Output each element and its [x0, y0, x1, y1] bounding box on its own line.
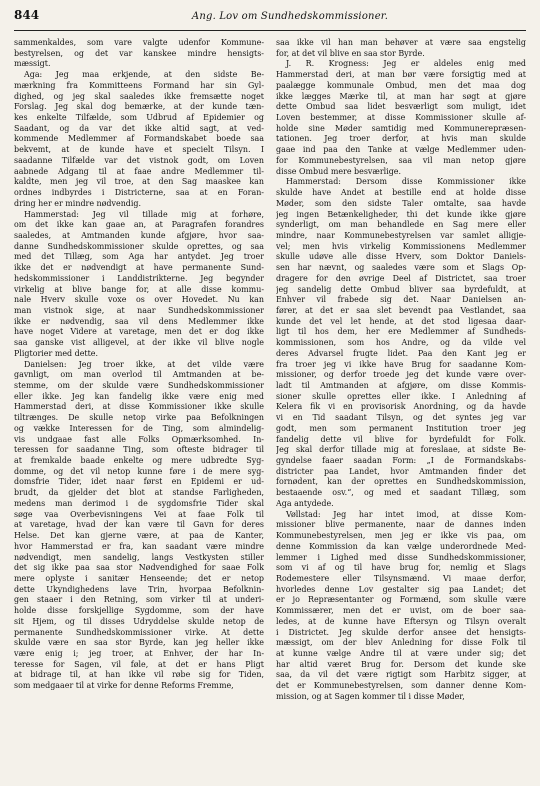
text-line: Saadant, og da var det ikke altid sagt, at ved- — [14, 123, 264, 133]
text-line: missioner blive permanente, naar de dannes inden — [276, 520, 526, 530]
text-line: domsfrie Tider, idet naar først en Epidemi er ud- — [14, 477, 264, 487]
text-line: permanente Sundhedskommissioner virke. At dette — [14, 627, 264, 637]
text-line: dragere for den øvrige Deel af Districtet, saa troer — [276, 273, 526, 283]
text-line: J. R. Krogness: Jeg er aldeles enig med — [286, 59, 526, 69]
text-columns — [14, 38, 526, 780]
page-header — [14, 8, 526, 31]
right-column — [276, 38, 526, 780]
text-line: nale Hverv skulle voxe os over Hovedet. Nu kan — [14, 295, 264, 305]
text-line: Jeg skal derfor tillade mig at foreslaae, at sidste Be- — [276, 445, 526, 455]
text-line: virkelig at blive bange for, at alle disse kommu- — [14, 284, 264, 294]
text-line: med det Tillæg, som Aga har antydet. Jeg troer — [14, 252, 264, 262]
text-line: disse Ombud mere besværlige. — [276, 166, 402, 176]
text-line: Kommunebestyrelsen, men jeg er ikke vis paa, om — [276, 531, 526, 541]
text-line: Forslag. Jeg skal dog bemærke, at der kunde tæn- — [14, 102, 264, 112]
text-line: have noget Videre at varetage, men det er dog ikke — [14, 327, 264, 337]
text-line: skulde være en saa stor Byrde, kan jeg heller ikke — [14, 638, 264, 648]
text-line: Hammerstad deri, at man bør være forsigtig med at — [276, 70, 526, 80]
text-line: ladt til Amtmanden at afgjøre, om disse Kommis- — [276, 381, 526, 390]
text-line: saa ganske vist alligevel, at der ikke vil blive nogle — [14, 338, 264, 348]
text-line: nødvendigt, men sandelig, langs Vestkysten stiller — [14, 552, 264, 562]
text-line: ikke det er nødvendigt at have permanente Sund- — [14, 263, 264, 273]
page-number: 844 — [14, 8, 40, 22]
text-line: i Districtet. Jeg skulde derfor ansee det hensigts- — [276, 627, 526, 637]
text-line: mæssigt, om der blev Anledning for disse Folk til — [276, 638, 526, 648]
text-line: det sig ikke paa saa stor Nødvendighed for saae Folk — [14, 563, 264, 573]
text-line: saaledes, at Amtmanden kunde afgjøre, hvor saa- — [14, 230, 264, 240]
text-line: domme, og det vil netop kunne føre i de mere syg- — [14, 466, 264, 476]
text-line: holde disse forskjellige Sygdomme, som der have — [14, 606, 264, 616]
text-line: Hammerstad deri, at disse Kommissioner ikke skulle — [14, 402, 264, 412]
text-line: Helse. Det kan gjerne være, at paa de Kanter, — [14, 531, 264, 541]
text-line: vis undgaae fast alle Folks Opmærksomhed. In- — [14, 434, 264, 444]
text-line: missioner, og derfor troede jeg det kunde være over- — [276, 370, 526, 380]
text-line: det er Kommunebestyrelsen, som danner denne Kom- — [276, 681, 526, 691]
text-line: fører, at det er saa slet bevendt paa Vestlandet, saa — [276, 305, 526, 315]
text-line: lemmer i Lighed med disse Sundhedskommissioner, — [276, 552, 526, 562]
text-line: Hammerstad: Dersom disse Kommissioner ikke — [286, 177, 526, 187]
text-line: ikke lægges Mærke til, at man har søgt at gjøre — [276, 91, 526, 101]
text-line: mæssigt. — [14, 59, 51, 69]
text-line: aabnede Adgang til at faae andre Medlemmer til- — [14, 166, 264, 176]
text-line: ikke er nødvendig, saa vil dens Medlemmer ikke — [14, 316, 264, 326]
text-line: deres Advarsel frugte lidet. Paa den Kant jeg er — [276, 348, 526, 358]
text-line: at fremkalde baade enkelte og mere udbredte Syg- — [14, 456, 264, 466]
text-line: fra troer jeg vi ikke have Brug for saadanne Kom- — [276, 359, 526, 369]
text-line: er jo Repræsentanter og Formænd, som skulle være — [276, 595, 526, 605]
text-line: jeg ingen Betænkeligheder, thi det kunde ikke gjøre — [276, 209, 526, 219]
text-line: holde sine Møder samtidig med Kommunerepræsen- — [276, 123, 526, 133]
text-line: Møder, som den sidste Taler omtalte, saa havde — [276, 198, 526, 208]
text-line: og vække Interessen for de Ting, som almindelig- — [14, 423, 264, 433]
text-line: bestyrelsen, og det var kanskee mindre hensigts- — [14, 48, 264, 58]
text-line: danne Sundhedskommissioner skulde oprettes, og saa — [14, 241, 264, 251]
text-line: bestaaende osv.“, og med et saadant Tillæg, som — [276, 488, 526, 498]
text-line: hvorledes denne Lov gestalter sig paa Landet; det — [276, 584, 526, 594]
text-line: skulde have Andet at bestille end at holde disse — [276, 188, 526, 198]
text-line: mission, og at Sagen kommer til i disse Møder, — [276, 691, 465, 701]
text-line: dette Ombud saa lidet besværligt som muligt, idet — [276, 102, 526, 112]
text-line: gen staaer i den Retning, som virker til at underi- — [14, 595, 264, 605]
text-line: Vøllstad: Jeg har intet imod, at disse Kom- — [286, 509, 526, 519]
text-line: Aga: Jeg maa erkjende, at den sidste Be- — [24, 70, 264, 80]
text-line: gyndelse faaer saadan Form: „I de Formandskabs- — [276, 456, 526, 466]
text-line: denne Kommission da kan vælge underordnede Med- — [276, 541, 526, 551]
text-line: at bidrage til, at han ikke vil røbe sig for Tiden, — [14, 670, 264, 680]
text-line: Aga antydede. — [276, 498, 334, 508]
text-line: mere oplyste i sanitær Henseende; det er netop — [14, 573, 264, 583]
text-line: tationen. Jeg troer derfor, at hvis man skulde — [276, 134, 526, 144]
text-line: som medgaaer til at virke for denne Reforms Fremme, — [14, 681, 234, 691]
text-line: Kommissærer, men det er uvist, om de boer saa- — [276, 606, 526, 616]
text-line: sammenkaldes, som vare valgte udenfor Kommune- — [14, 38, 264, 47]
text-line: mærkning fra Kommitteens Formand har sin Gyl- — [14, 80, 264, 90]
text-line: for, at det vil blive en saa stor Byrde. — [276, 48, 425, 58]
text-line: eller ikke. Jeg kan fandelig ikke være enig med — [14, 391, 264, 401]
text-line: dring her er mindre nødvendig. — [14, 198, 142, 208]
text-line: fornødent, kan der oprettes en Sundhedskommission, — [276, 477, 526, 487]
text-line: jeg sandelig dette Ombud bliver saa byrdefuldt, at — [276, 284, 526, 294]
text-line: godt, men som permanent Institution troer jeg — [276, 423, 526, 433]
text-line: ordnes indbyrdes i Districterne, saa at en Foran- — [14, 188, 264, 198]
text-line: sen har nævnt, og saaledes være som et Slags Op- — [276, 263, 526, 273]
text-line: ligt til hos dem, her ere Medlemmer af Sundheds- — [276, 327, 526, 337]
text-line: vel; men hvis virkelig Kommissionens Medlemmer — [276, 241, 526, 251]
text-line: for Kommunebestyrelsen, saa vil man netop gjøre — [276, 155, 526, 165]
text-line: som vi af og til have brug for, nemlig et Slags — [276, 563, 526, 573]
text-line: gavnligt, om man overlod til Amtmanden at be- — [14, 370, 264, 380]
text-line: dette Ukyndighedens lave Trin, hvorpaa Befolknin- — [14, 584, 264, 594]
text-line: hvor Hammerstad er fra, kan saadant være mindre — [14, 541, 264, 551]
text-line: bekvemt, at de kunde have et specielt Tilsyn. I — [14, 145, 264, 155]
text-line: vi en Tid saadant Tilsyn, og det syntes jeg var — [276, 413, 526, 423]
text-line: kunde det vel let hende, at det stod ligesaa daar- — [276, 316, 526, 326]
left-column — [14, 38, 264, 780]
text-line: hedskommissioner i Landdistrikterne. Jeg begynder — [14, 273, 264, 283]
text-line: stemme, om der skulde være Sundhedskommissioner — [14, 381, 264, 390]
text-line: fandelig dette vil blive for byrdefuldt for Folk. — [276, 434, 526, 444]
text-line: synderligt, om man behandlede en Sag mere eller — [276, 220, 526, 230]
text-line: Danielsen: Jeg troer ikke, at det vilde være — [24, 359, 264, 369]
text-line: teressen for saadanne Ting, som ofteste bidrager til — [14, 445, 264, 455]
text-line: skulle udøve alle disse Hverv, som Doktor Daniels- — [276, 252, 526, 262]
text-line: teresse for Sagen, vil føle, at det er hans Pligt — [14, 659, 264, 669]
text-line: kommissionen, som hos Andre, og da vilde vel — [276, 338, 526, 348]
text-line: mindre, naar Kommunebestyrelsen var samlet alligje- — [276, 230, 526, 240]
text-line: districter paa Landet, hvor Amtmanden finder det — [276, 466, 526, 476]
text-line: at kunne vælge Andre til at være under sig; det — [276, 648, 526, 658]
text-line: at varetage, hvad der kan være til Gavn for deres — [14, 520, 264, 530]
text-line: om det ikke kan gaae an, at Paragrafen forandres — [14, 220, 264, 230]
text-line: dighed, og jeg skal saaledes ikke fremsætte noget — [14, 91, 264, 101]
running-title: Ang. Lov om Sundhedskommissioner. — [191, 11, 389, 22]
text-line: Hammerstad: Jeg vil tillade mig at forhøre, — [24, 209, 264, 219]
text-line: ledes, at de kunne have Eftersyn og Tilsyn overalt — [276, 616, 526, 626]
text-line: saadanne Tilfælde var det vistnok godt, om Loven — [14, 155, 264, 165]
text-line: har altid været Brug for. Dersom det kunde ske — [276, 659, 526, 669]
text-line: søge vaa Overbevisningens Vei at faae Folk til — [14, 509, 264, 519]
text-line: kommende Medlemmer af Formandskabet boede saa — [14, 134, 264, 144]
text-line: man vistnok sige, at naar Sundhedskommissioner — [14, 305, 264, 315]
text-line: kaldte, men jeg vil troe, at den Sag maaskee kan — [14, 177, 264, 187]
text-line: saa, da vil det være rigtigt som Harbitz sigger, at — [276, 670, 526, 680]
text-line: sioner skulle oprettes eller ikke. I Anledning af — [276, 391, 526, 401]
text-line: sit Hjem, og til disses Udryddelse skulde netop de — [14, 616, 264, 626]
text-line: Kelera fik vi en provisorisk Anordning, og da havde — [276, 402, 526, 412]
text-line: Enhver vil frabede sig det. Naar Danielsen an- — [276, 295, 526, 305]
text-line: gaae ind paa den Tanke at vælge Medlemmer uden- — [276, 145, 526, 155]
text-line: Pligtorier med dette. — [14, 348, 99, 358]
text-line: kes enkelte Tilfælde, som Udbrud af Epidemier og — [14, 113, 264, 123]
text-line: paalægge kommunale Ombud, men det maa dog — [276, 80, 526, 90]
text-line: saa ikke vil han man behøver at være saa engstelig — [276, 38, 526, 47]
text-line: Loven bestemmer, at disse Kommissioner skulle af- — [276, 113, 526, 123]
text-line: tiltrænges. De skulle netop virke paa Befolkningen — [14, 413, 264, 423]
text-line: Rodemestere eller Tilsynsmænd. Vi maae derfor, — [276, 573, 526, 583]
text-line: medens man derimod i de sygdomsfrie Tider skal — [14, 498, 264, 508]
text-line: være enig i; jeg troer, at Enhver, der har In- — [14, 648, 264, 658]
text-line: brudt, da gjelder det blot at standse Farligheden, — [14, 488, 264, 498]
